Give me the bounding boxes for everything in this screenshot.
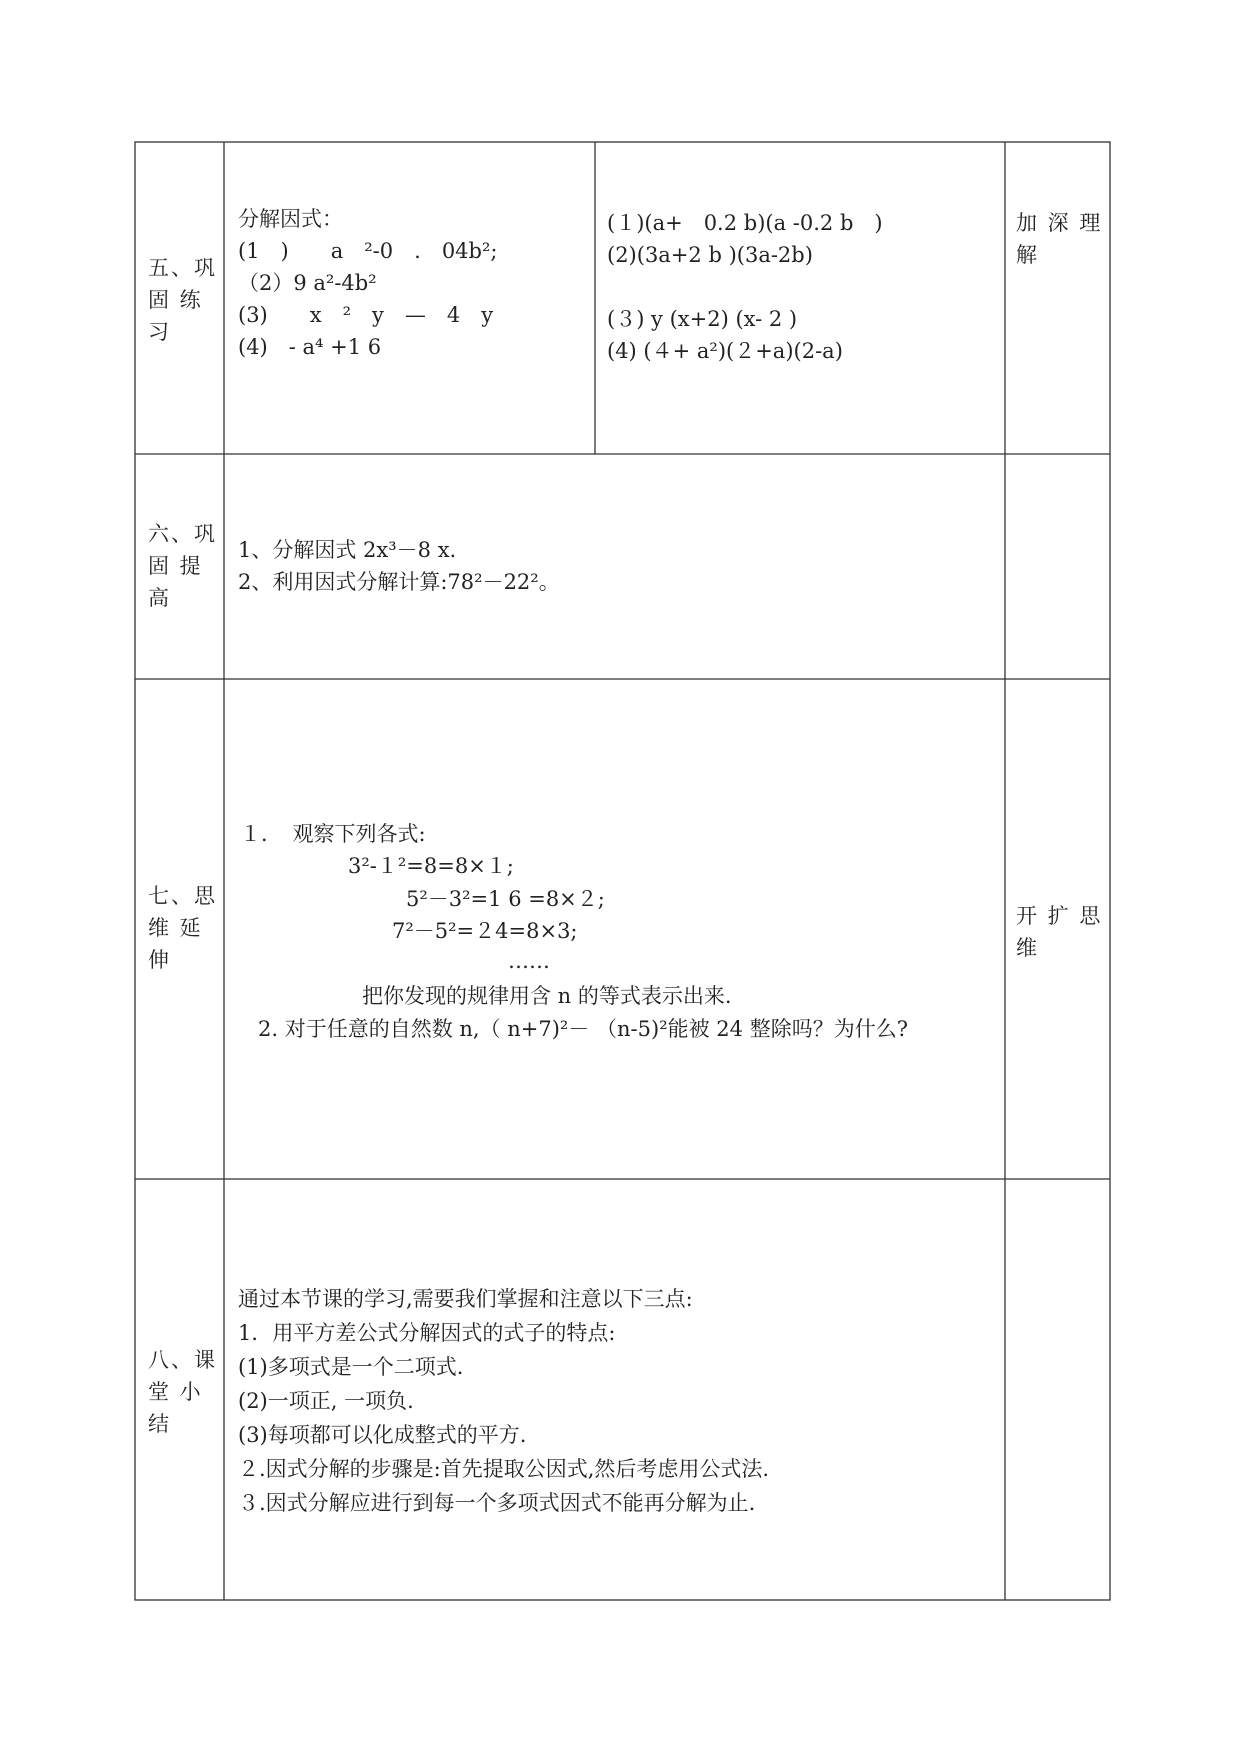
row-label: 八、课 堂 小 结 xyxy=(148,1348,217,1436)
exercise-line: 分解因式： xyxy=(238,207,343,231)
answer-line: (１)(a+ 0.2 b)(a -0.2 b ) xyxy=(607,211,883,235)
summary-line: 通过本节课的学习,需要我们掌握和注意以下三点: xyxy=(238,1287,693,1311)
row-note: 开 扩 思 维 xyxy=(1016,904,1103,960)
answer-list xyxy=(607,207,883,367)
exercise-list xyxy=(238,203,497,363)
equation-line: 3²-１²=8=8×１; xyxy=(348,854,514,878)
exercise-list xyxy=(238,534,560,598)
instruction-line: 把你发现的规律用含 n 的等式表示出来. xyxy=(362,984,732,1008)
exercise-line: (1 ) a ²-0 . 04b²; xyxy=(238,239,498,263)
summary-list xyxy=(238,1282,769,1520)
answer-line: (３) y (x+2) (x- 2 ) xyxy=(607,307,798,331)
answer-line: (2)(3a+2 b )(3a-2b) xyxy=(607,243,813,267)
exercise-line: 2、利用因式分解计算:78²－22²。 xyxy=(238,570,560,594)
exercise-line: (4) - a⁴ +1 6 xyxy=(238,335,382,359)
ellipsis: …… xyxy=(508,949,550,973)
row-label: 五、巩 固 练 习 xyxy=(148,256,217,344)
summary-line: ３.因式分解应进行到每一个多项式因式不能再分解为止. xyxy=(238,1491,756,1515)
summary-line: 1．用平方差公式分解因式的式子的特点: xyxy=(238,1321,616,1345)
answer-line xyxy=(607,271,883,303)
exercise-line: （2）9 a²-4b² xyxy=(238,271,377,295)
row-label: 七、思 维 延 伸 xyxy=(148,884,217,972)
observe-heading: １． 观察下列各式: xyxy=(240,822,426,846)
summary-line: (1)多项式是一个二项式. xyxy=(238,1355,464,1379)
row-label: 六、巩 固 提 高 xyxy=(148,522,217,610)
row-note: 加 深 理 解 xyxy=(1016,211,1103,267)
summary-line: (2)一项正, 一项负. xyxy=(238,1389,414,1413)
summary-line: (3)每项都可以化成整式的平方. xyxy=(238,1423,527,1447)
exercise-line: (3) x ² y — 4 y xyxy=(238,303,494,327)
equation-line: 5²－3²=1 6 =8×２; xyxy=(406,887,605,911)
answer-line: (4) (４+ a²)(２+a)(2-a) xyxy=(607,339,843,363)
exercise-line: 1、分解因式 2x³－8 x. xyxy=(238,538,457,562)
equation-line: 7²－5²=２4=8×3; xyxy=(392,919,578,943)
question-line: 2. 对于任意的自然数 n,（ n+7)²－ （n-5)²能被 24 整除吗？为什么? xyxy=(258,1017,908,1041)
summary-line: ２.因式分解的步骤是:首先提取公因式,然后考虑用公式法. xyxy=(238,1457,770,1481)
